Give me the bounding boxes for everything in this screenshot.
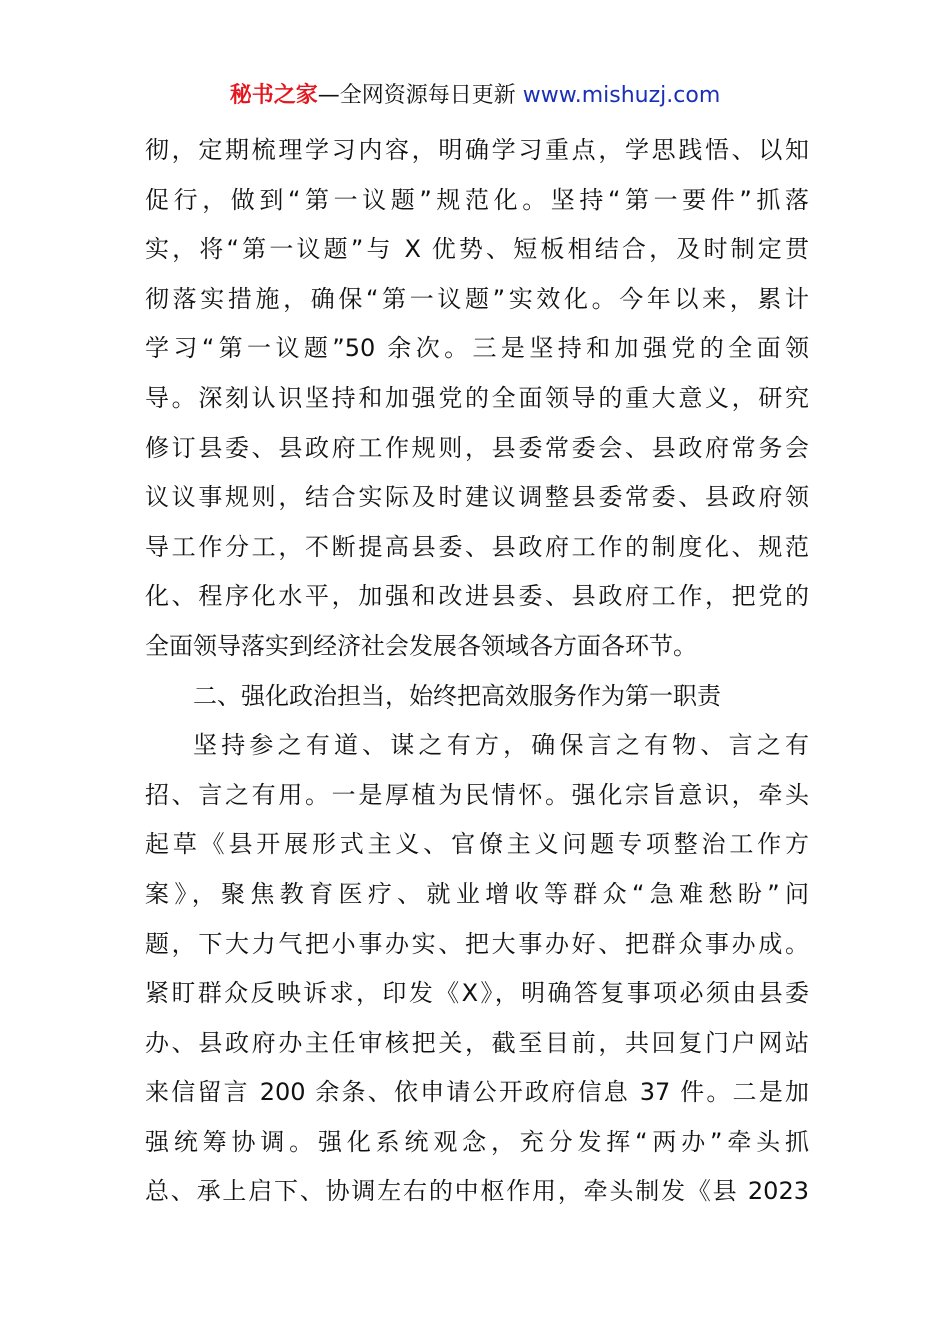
text-line: 彻，定期梳理学习内容，明确学习重点，学思践悟、以知 [145, 136, 809, 164]
text-line: 修订县委、县政府工作规则，县委常委会、县政府常务会 [145, 433, 809, 462]
text-line: 导工作分工，不断提高县委、县政府工作的制度化、规范 [145, 532, 809, 561]
text-line: 紧盯群众反映诉求，印发《X》，明确答复事项必须由县委 [145, 979, 809, 1008]
site-url-link[interactable]: www.mishuzj.com [522, 83, 721, 108]
text-line: 来信留言 200 余条、依申请公开政府信息 37 件。二是加 [145, 1078, 809, 1107]
text-line: 议议事规则，结合实际及时建议调整县委常委、县政府领 [145, 483, 809, 512]
text-line: 招、言之有用。一是厚植为民情怀。强化宗旨意识，牵头 [145, 780, 809, 809]
text-line: 题，下大力气把小事办实、把大事办好、把群众事办成。 [145, 929, 809, 958]
text-line: 总、承上启下、协调左右的中枢作用，牵头制发《县 2023 [145, 1177, 809, 1206]
text-line: 化、程序化水平，加强和改进县委、县政府工作，把党的 [145, 582, 809, 611]
site-slogan: —全网资源每日更新 [317, 83, 523, 108]
site-name: 秘书之家 [229, 83, 318, 108]
text-line: 办、县政府办主任审核把关，截至目前，共回复门户网站 [145, 1028, 809, 1057]
text-line: 全面领导落实到经济社会发展各领域各方面各环节。 [145, 631, 697, 660]
text-line: 起草《县开展形式主义、官僚主义问题专项整治工作方 [145, 830, 809, 859]
text-line: 导。深刻认识坚持和加强党的全面领导的重大意义，研究 [145, 383, 809, 412]
text-line: 坚持参之有道、谋之有方，确保言之有物、言之有 [193, 731, 809, 760]
text-line: 实，将“第一议题”与 X 优势、短板相结合，及时制定贯 [145, 235, 809, 264]
text-line: 彻落实措施，确保“第一议题”实效化。今年以来，累计 [145, 284, 809, 313]
text-line: 促行，做到“第一议题”规范化。坚持“第一要件”抓落 [145, 185, 809, 214]
page-header [0, 78, 950, 114]
text-line: 案》，聚焦教育医疗、就业增收等群众“急难愁盼”问 [145, 879, 809, 908]
text-line: 学习“第一议题”50 余次。三是坚持和加强党的全面领 [145, 334, 809, 363]
document-body [145, 126, 809, 1217]
text-line: 强统筹协调。强化系统观念，充分发挥“两办”牵头抓 [145, 1127, 809, 1156]
text-line: 二、强化政治担当，始终把高效服务作为第一职责 [193, 681, 721, 710]
